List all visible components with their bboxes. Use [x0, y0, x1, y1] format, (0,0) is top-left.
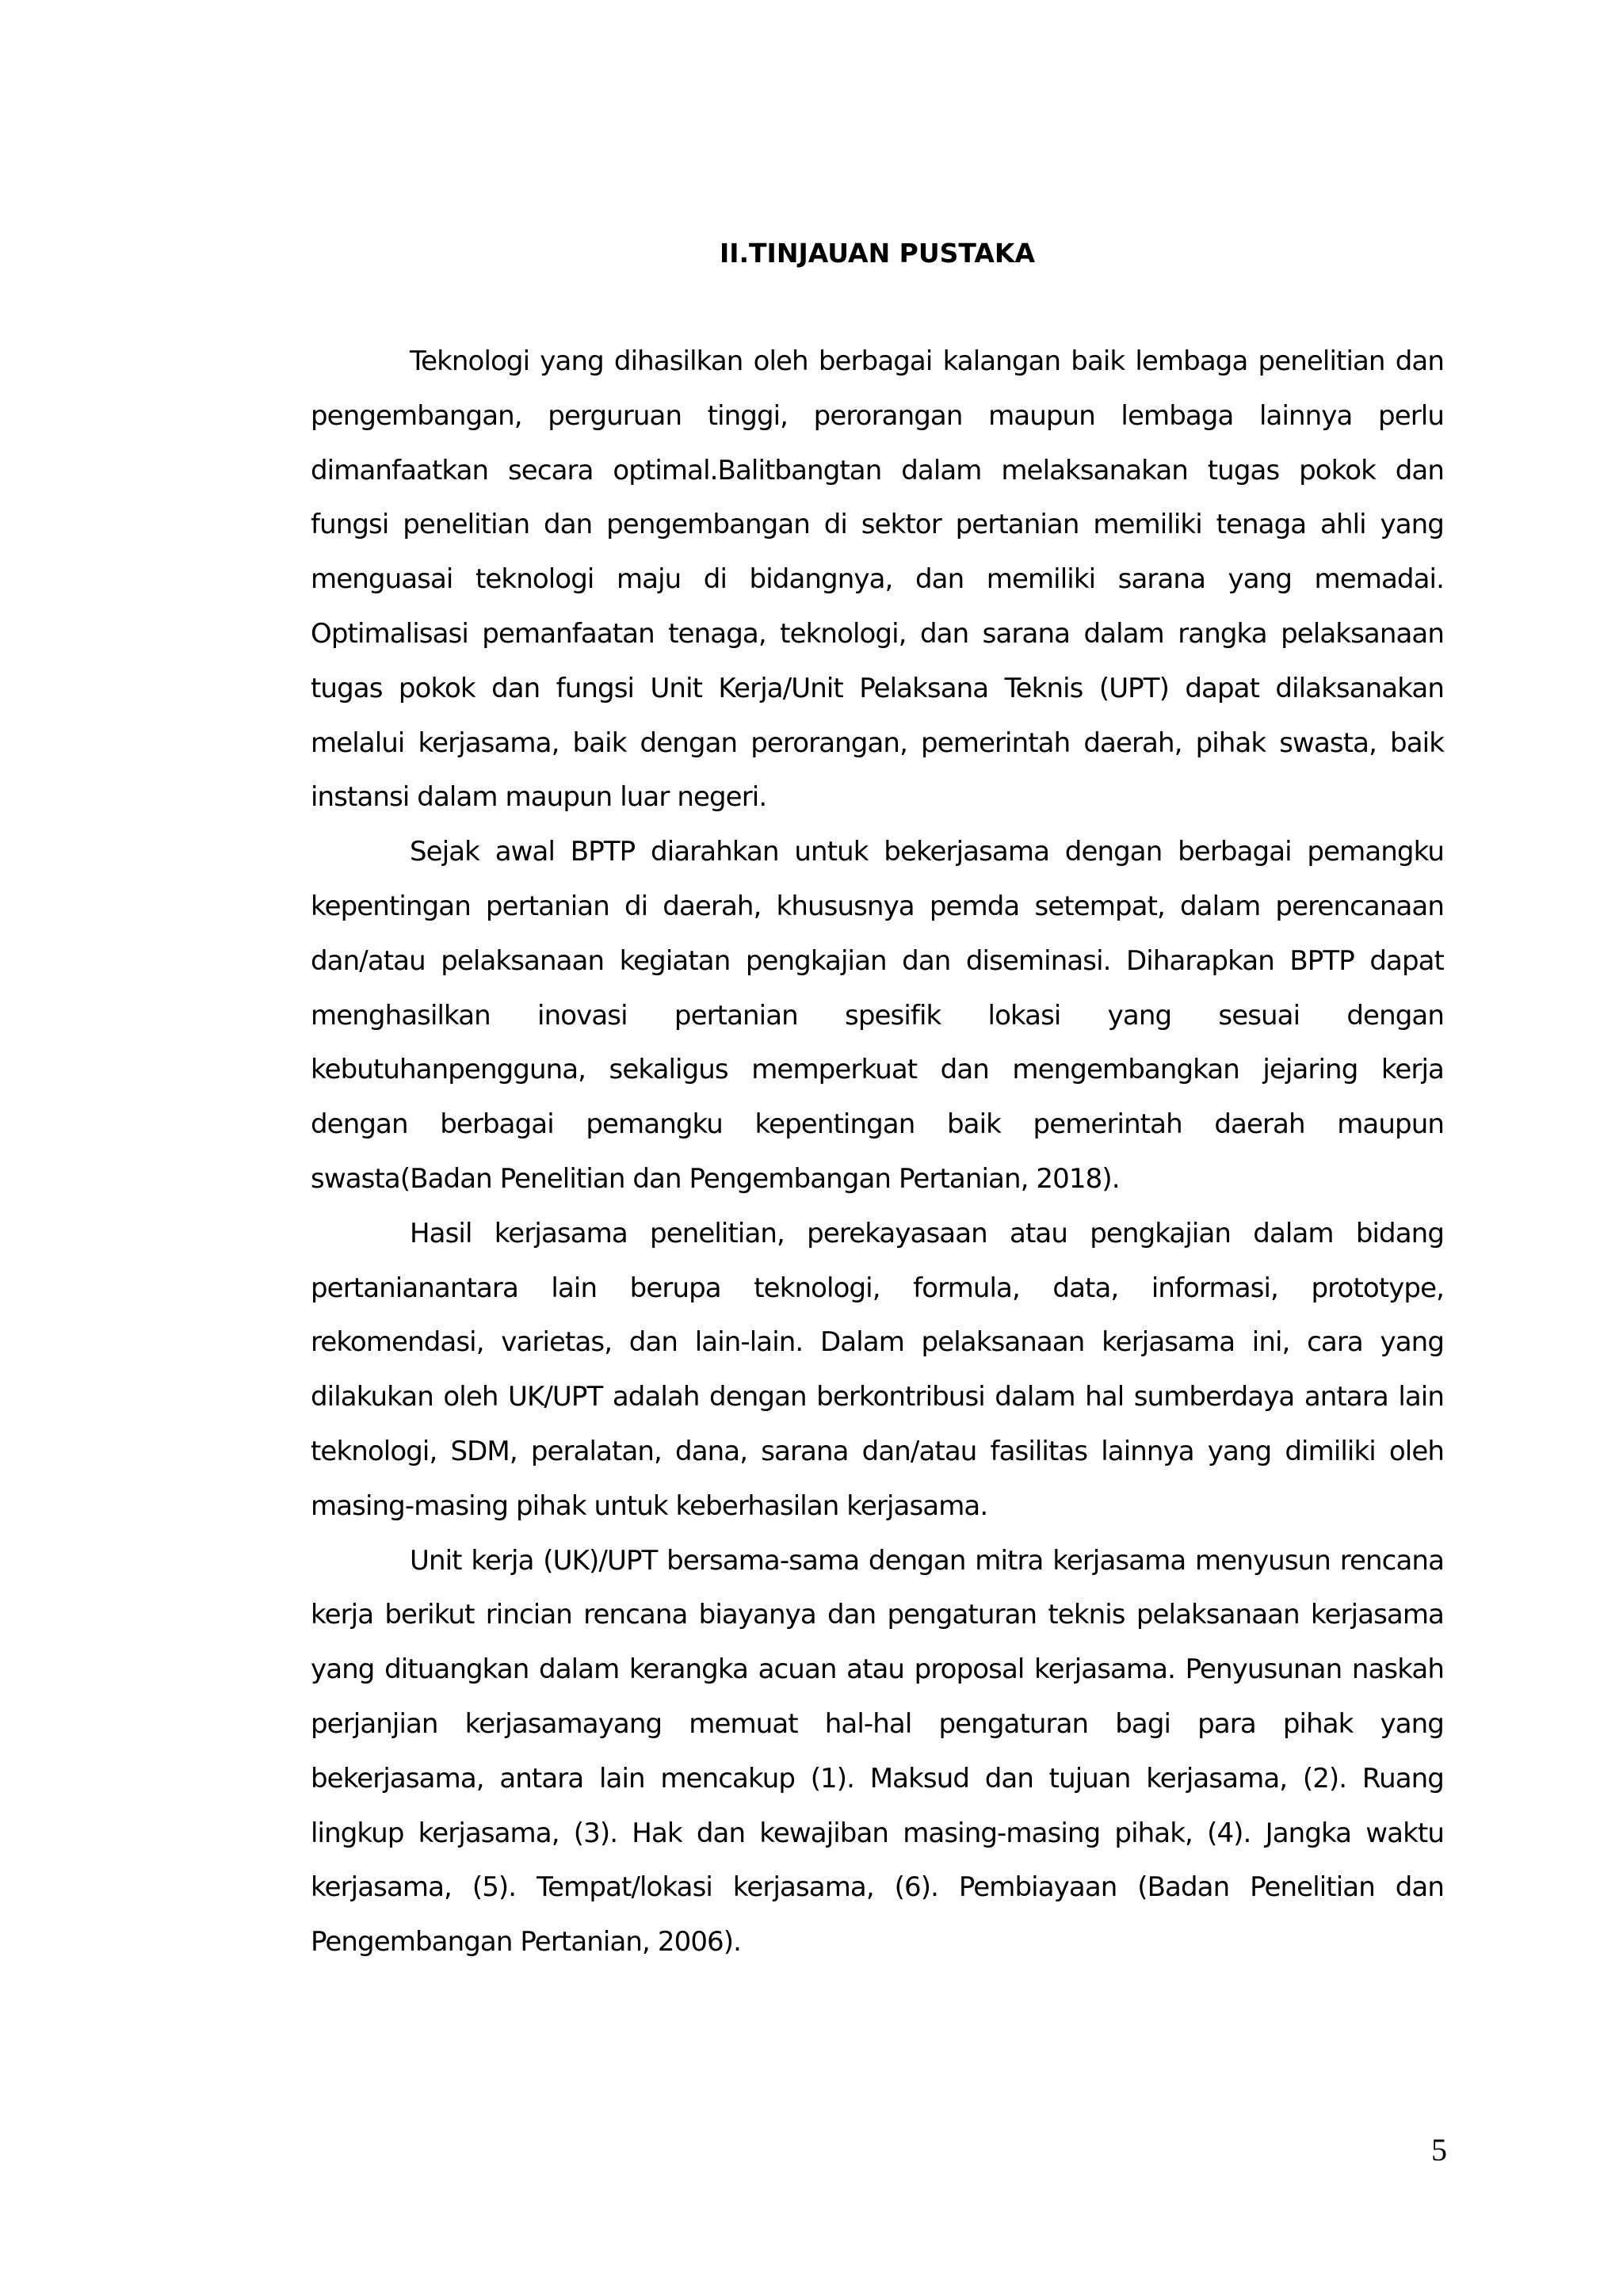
paragraph-2: Sejak awal BPTP diarahkan untuk bekerjasama dengan berbagai pemangku kepentingan pertanian di daerah, khususnya pemda setempat, dalam perencanaan dan/atau pelaksanaan kegiatan pengkajian dan diseminasi. Diharapkan BPTP dapat menghasilkan inovasi pertanian spesifik lokasi yang sesuai dengan kebutuhanpengguna, sekaligus memperkuat dan mengembangkan jejaring kerja dengan berbagai pemangku kepentingan baik pemerintah daerah maupun swasta(Badan Penelitian dan Pengembangan Pertanian, 2018). [311, 836, 1444, 1195]
paragraph-3: Hasil kerjasama penelitian, perekayasaan atau pengkajian dalam bidang pertanianantara lain berupa teknologi, formula, data, informasi, prototype, rekomendasi, varietas, dan lain-lain. Dalam pelaksanaan kerjasama ini, cara yang dilakukan oleh UK/UPT adalah dengan berkontribusi dalam hal sumberdaya antara lain teknologi, SDM, peralatan, dana, sarana dan/atau fasilitas lainnya yang dimiliki oleh masing-masing pihak untuk keberhasilan kerjasama. [311, 1217, 1444, 1522]
paragraph-1: Teknologi yang dihasilkan oleh berbagai kalangan baik lembaga penelitian dan pengembangan, perguruan tinggi, perorangan maupun lembaga lainnya perlu dimanfaatkan secara optimal.Balitbangtan dalam melaksanakan tugas pokok dan fungsi penelitian dan pengembangan di sektor pertanian memiliki tenaga ahli yang menguasai teknologi maju di bidangnya, dan memiliki sarana yang memadai. Optimalisasi pemanfaatan tenaga, teknologi, dan sarana dalam rangka pelaksanaan tugas pokok dan fungsi Unit Kerja/Unit Pelaksana Teknis (UPT) dapat dilaksanakan melalui kerjasama, baik dengan perorangan, pemerintah daerah, pihak swasta, baik instansi dalam maupun luar negeri. [311, 345, 1444, 814]
section-title: II.TINJAUAN PUSTAKA [719, 238, 1036, 269]
body-text [311, 334, 1444, 1970]
paragraph-4: Unit kerja (UK)/UPT bersama-sama dengan mitra kerjasama menyusun rencana kerja berikut rincian rencana biayanya dan pengaturan teknis pelaksanaan kerjasama yang dituangkan dalam kerangka acuan atau proposal kerjasama. Penyusunan naskah perjanjian kerjasamayang memuat hal-hal pengaturan bagi para pihak yang bekerjasama, antara lain mencakup (1). Maksud dan tujuan kerjasama, (2). Ruang lingkup kerjasama, (3). Hak dan kewajiban masing-masing pihak, (4). Jangka waktu kerjasama, (5). Tempat/lokasi kerjasama, (6). Pembiayaan (Badan Penelitian dan Pengembangan Pertanian, 2006). [311, 1544, 1444, 1958]
page-number: 5 [1431, 2132, 1447, 2168]
